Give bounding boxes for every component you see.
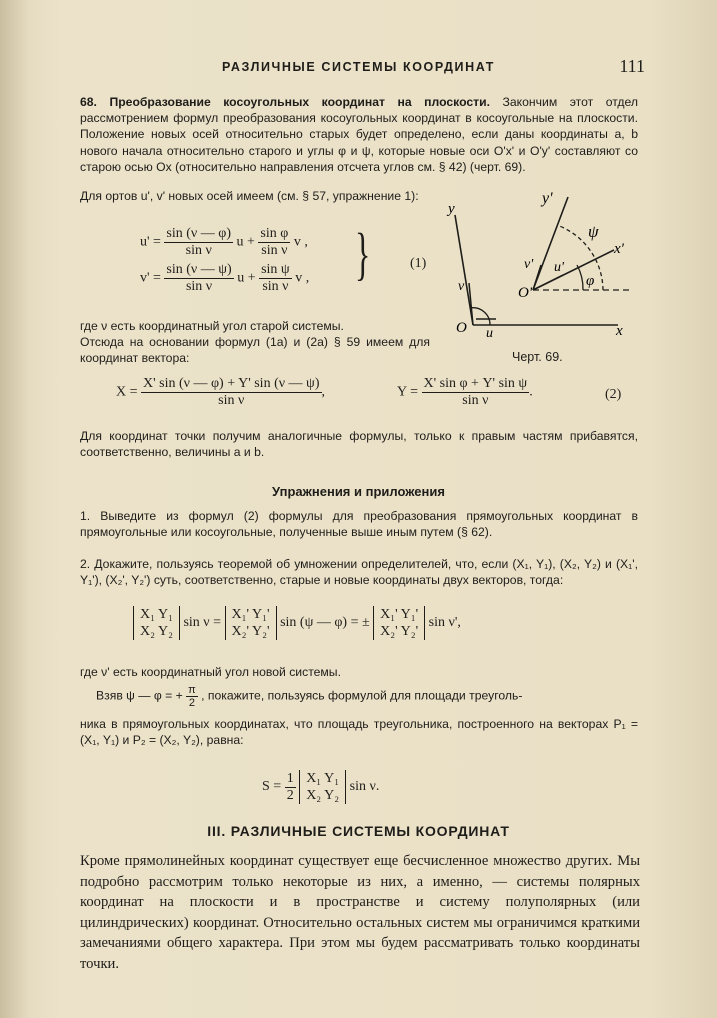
page-number: 111 <box>619 56 645 76</box>
det-new-2-row2: X₂' Y₂' <box>380 624 419 639</box>
f2x-frac <box>141 376 321 409</box>
f2x-num: X' sin (ν — φ) + Y' sin (ν — ψ) <box>143 376 320 391</box>
orts-paragraph: Для ортов u', v' новых осей имеем (см. § 57, упражнение 1): <box>80 189 419 203</box>
f1l2-frac2 <box>259 262 292 295</box>
f2y-lhs: Y = <box>397 384 418 400</box>
det-old-row1: X₁ Y₁ <box>140 607 173 622</box>
f2y-num: X' sin φ + Y' sin ψ <box>423 376 528 391</box>
part-3-heading: III. РАЗЛИЧНЫЕ СИСТЕМЫ КООРДИНАТ <box>207 823 510 839</box>
area-formula <box>262 770 379 804</box>
exercise-1: 1. Выведите из формул (2) формулы для преобразования прямоугольных координат в прямоугольные или косоугольные, полученные выше иным путем (§ 62). <box>80 509 638 540</box>
s-half <box>285 771 296 804</box>
formula-2-y: Y = $\frac{\text{X' sin φ + Y' sin ψ}}{\text{sin ν}}$ . <box>397 376 533 408</box>
determinant-identity <box>133 606 461 640</box>
label-y-prime: y' <box>542 190 553 207</box>
f1l1-num1: sin (ν — φ) <box>166 226 231 241</box>
f1l2-den1: sin ν <box>185 279 213 294</box>
section-68-title: 68. Преобразование косоугольных координат на плоскости. <box>80 95 491 109</box>
s-num: 1 <box>286 770 294 786</box>
f1l2-end: v , <box>295 270 310 286</box>
label-o: O <box>456 320 467 336</box>
taking-line <box>96 684 641 709</box>
where-nu-prime: где ν' есть координатный угол новой системы. <box>80 665 341 679</box>
taking-prefix: Взяв ψ — φ = + <box>96 688 183 703</box>
f1l1-frac1 <box>164 226 233 259</box>
s-det-row1: X₁ Y₁ <box>306 771 340 786</box>
label-v-prime: v' <box>524 257 534 272</box>
f1l1-end: v , <box>293 234 308 250</box>
f1l2-num2: sin ψ <box>261 262 290 277</box>
det-new-row1: X₁' Y₁' <box>231 607 270 622</box>
figure-caption: Черт. 69. <box>512 350 563 364</box>
hence-paragraph: Отсюда на основании формул (1а) и (2а) § 59 имеем для координат вектора: <box>80 335 430 366</box>
s-lhs: S = <box>262 779 282 795</box>
f1l2-frac1 <box>164 262 233 295</box>
f1l1-mid: u + <box>236 234 255 250</box>
label-o-prime: O' <box>518 285 533 301</box>
angle-phi-arc <box>577 265 583 290</box>
f2x-den: sin ν <box>218 393 245 408</box>
formula-1-label: (1) <box>410 256 427 271</box>
f1l1-num2: sin φ <box>260 226 289 241</box>
det-new-2-row1: X₁' Y₁' <box>380 607 419 622</box>
f2y-den: sin ν <box>462 393 489 408</box>
section-68-intro <box>80 94 638 175</box>
det-old-row2: X₂ Y₂ <box>140 624 173 639</box>
f1l1-frac2 <box>258 226 290 259</box>
f1l2-lhs: v' = <box>140 270 161 286</box>
f1l1-den2: sin ν <box>261 243 288 258</box>
f2y-frac <box>422 376 530 409</box>
pi-num: π <box>188 684 196 696</box>
s-det-row2: X₂ Y₂ <box>306 788 340 803</box>
part-3-body: Кроме прямолинейных координат существует еще бесчисленное множество других. Мы подробно рассмотрим только некоторые из них, а именно, — системы полярных координат на плоскости и в пространстве и систему полуполярных (или цилиндрических) координат. Относительно остальных систем мы ограничимся краткими замечаниями общего характера. При этом мы будем рассматривать только координаты точки. <box>80 853 640 972</box>
label-phi: φ <box>586 273 595 289</box>
det-old <box>133 606 180 640</box>
pi-over-2 <box>186 684 198 709</box>
f1l2-den2: sin ν <box>262 279 289 294</box>
label-u: u <box>486 326 493 341</box>
f2x-lhs: X = <box>116 384 138 400</box>
det-new-row2: X₂' Y₂' <box>231 624 270 639</box>
label-v: v <box>458 279 465 294</box>
area-paragraph: ника в прямоугольных координатах, что площадь треугольника, построенного на векторах P₁ = (X₁, Y₁) и P₂ = (X₂, Y₂), равна: <box>80 717 638 748</box>
det-sin-psi-phi: sin (ψ — φ) = ± <box>280 615 370 631</box>
f1l1-den1: sin ν <box>185 243 212 258</box>
f1l2-mid: u + <box>237 270 256 286</box>
s-det <box>299 770 346 804</box>
det-sin-nu: sin ν = <box>183 615 222 631</box>
det-new-2 <box>373 606 425 640</box>
label-x-prime: x' <box>614 241 624 257</box>
point-paragraph: Для координат точки получим аналогичные формулы, только к правым частям прибавятся, соответственно, величины a и b. <box>80 429 638 460</box>
formula-2-x: X = $\frac{X' \sin (\nu — \varphi) + Y' \sin (\nu — \psi)}{\text{sin ν}}$ , <box>116 376 325 408</box>
f1l1-lhs: u' = <box>140 234 161 250</box>
label-y: y <box>448 201 455 217</box>
label-x: x <box>616 323 623 339</box>
exercise-2: 2. Докажите, пользуясь теоремой об умножении определителей, что, если (X₁, Y₁), (X₂, Y₂) и (X₁', Y₁'), (X₂', Y₂') суть, соответственно, старые и новые координаты двух векторов, тогда: <box>80 557 638 588</box>
formula-1-brace: } <box>355 221 371 286</box>
det-sin-nu-prime: sin ν', <box>428 615 461 631</box>
formula-1-line-1 <box>140 226 308 259</box>
label-psi: ψ <box>588 222 599 241</box>
section-68-text: Закончим этот отдел рассмотрением формул преобразования косоугольных координат в косоугольные на плоскости. Положение новых осей относительно старых будет определено, если даны координаты a, b нового начала относительно старого и углы φ и ψ, которые новые оси O'x' и O'y' составляют со старою осью Ox (относительно направления отсчета углов см. § 42) (черт. 69). <box>80 95 639 174</box>
taking-suffix: , покажите, пользуясь формулой для площади треуголь- <box>201 688 523 703</box>
label-u-prime: u' <box>554 260 564 275</box>
s-rhs: sin ν. <box>349 779 380 795</box>
exercises-heading: Упражнения и приложения <box>272 484 445 499</box>
figure-69 <box>438 185 648 375</box>
f1l2-num1: sin (ν — ψ) <box>166 262 232 277</box>
running-header: РАЗЛИЧНЫЕ СИСТЕМЫ КООРДИНАТ <box>221 60 495 74</box>
where-paragraph: где ν есть координатный угол старой системы. <box>80 319 344 333</box>
det-new <box>225 606 277 640</box>
formula-2-label: (2) <box>605 387 622 402</box>
s-den: 2 <box>286 787 294 803</box>
pi-den: 2 <box>188 697 195 709</box>
formula-1-line-2 <box>140 262 309 295</box>
